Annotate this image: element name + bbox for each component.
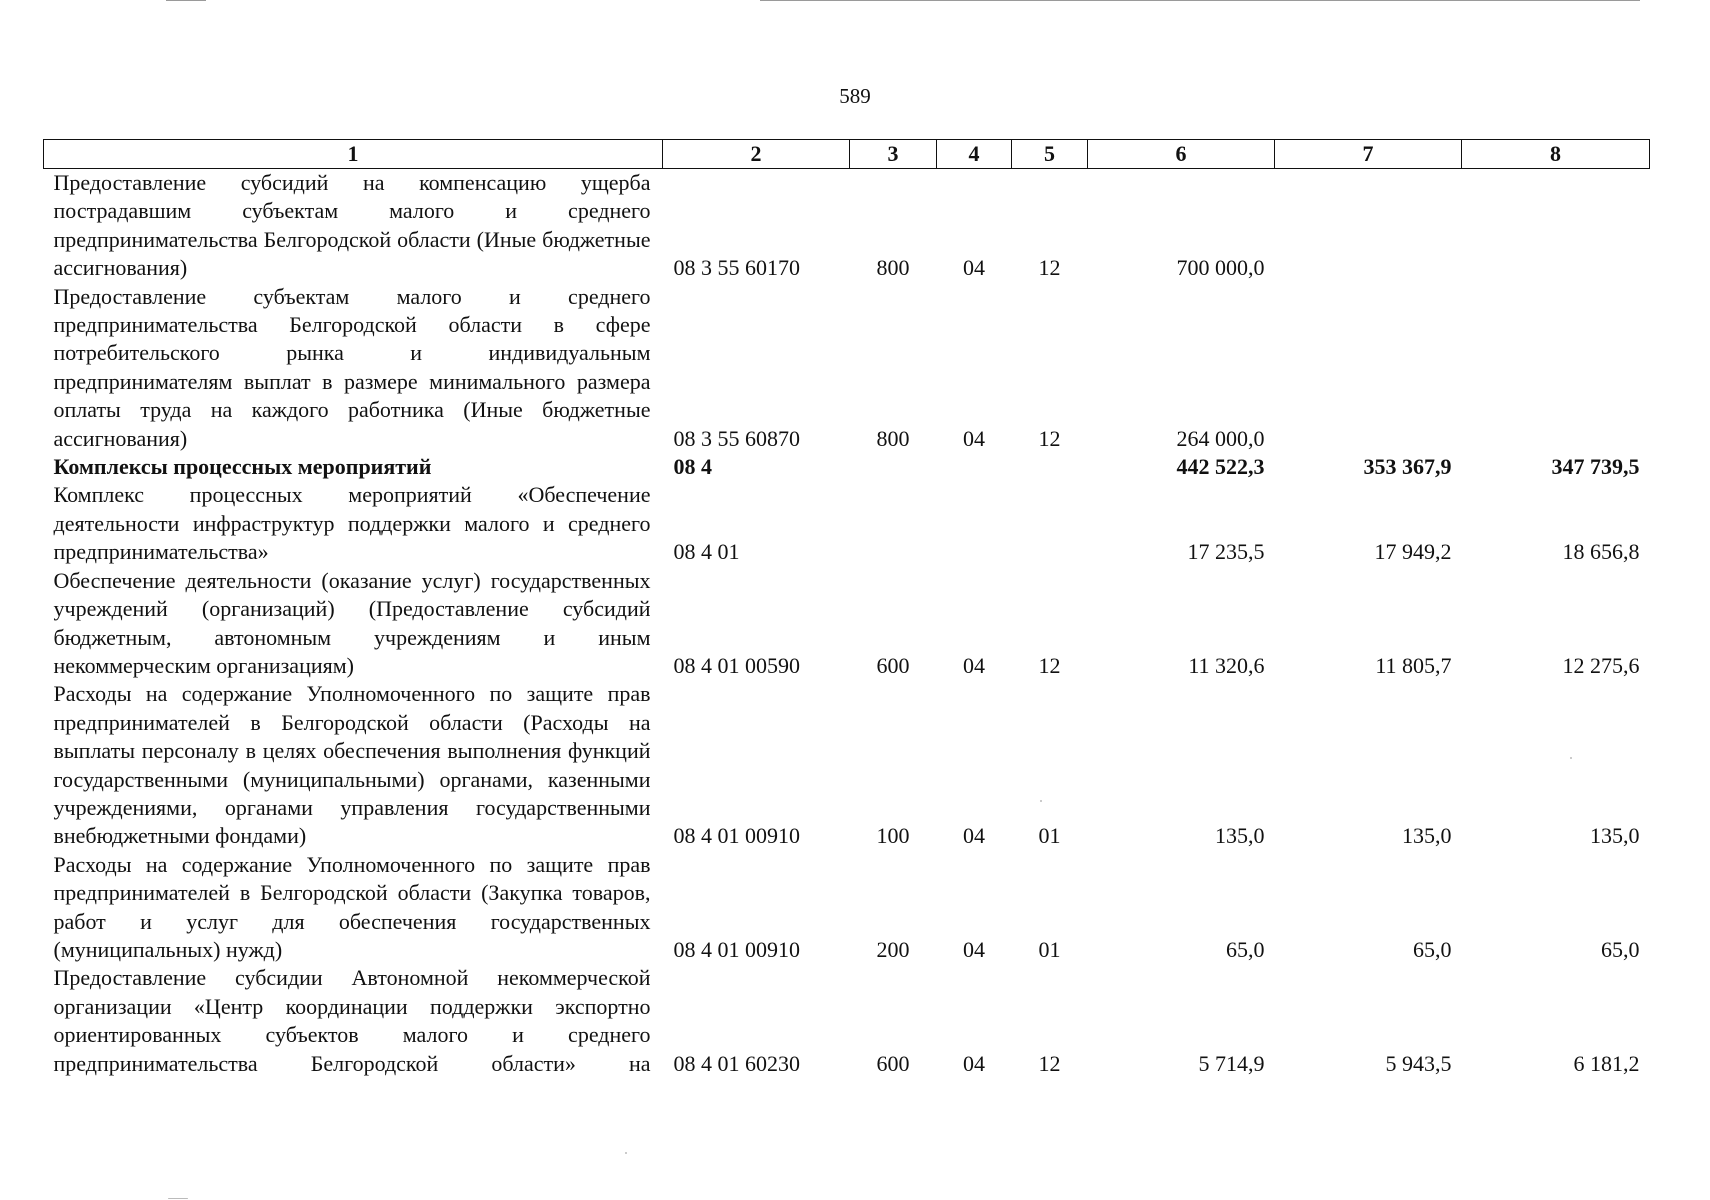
row-value-7: 11 805,7 [1375, 652, 1452, 678]
row-value-8: 347 739,5 [1551, 454, 1640, 480]
table-row [44, 567, 1650, 681]
row-value-6: 11 320,6 [1188, 652, 1265, 678]
row-col-5: 12 [1038, 1050, 1061, 1076]
row-col-4 [937, 453, 1012, 481]
row-value-8: 65,0 [1601, 936, 1640, 962]
row-code: 08 3 55 60170 [673, 255, 800, 281]
row-value-8: 12 275,6 [1562, 652, 1640, 678]
header-col-6: 6 [1088, 140, 1275, 169]
row-value-8: 18 656,8 [1562, 539, 1640, 565]
table-row [44, 481, 1650, 566]
scan-speck [1570, 757, 1572, 759]
row-col-3: 200 [876, 936, 910, 962]
row-value-7: 135,0 [1402, 823, 1452, 849]
row-col-4: 04 [963, 823, 985, 849]
page-number: 589 [839, 84, 871, 108]
row-col-4 [937, 481, 1012, 566]
row-name: Обеспечение деятельности (оказание услуг) государственных учреждений (организаций) (Предоставление субсидий бюджетным, автономным учреждениям и иным некоммерческим организациям) [53, 567, 651, 678]
table-row [44, 453, 1650, 481]
row-col-5 [1012, 453, 1088, 481]
row-value-7: 17 949,2 [1374, 539, 1452, 565]
row-code: 08 4 01 00910 [673, 823, 800, 849]
row-col-4: 04 [963, 255, 985, 281]
scan-edge-line [166, 0, 206, 1]
header-col-7: 7 [1275, 140, 1462, 169]
row-name: Комплекс процессных мероприятий «Обеспечение деятельности инфраструктур поддержки малого и среднего предпринимательства» [53, 482, 651, 565]
row-value-7 [1275, 283, 1462, 453]
scan-speck [1040, 800, 1042, 802]
header-col-1: 1 [44, 140, 663, 169]
table-row [44, 169, 1650, 283]
row-code: 08 4 01 [673, 539, 740, 565]
row-value-6: 17 235,5 [1187, 539, 1265, 565]
row-value-6: 264 000,0 [1176, 425, 1265, 451]
row-col-5: 12 [1038, 255, 1061, 281]
row-code: 08 3 55 60870 [673, 425, 800, 451]
row-col-3: 800 [876, 255, 910, 281]
row-value-8 [1462, 169, 1650, 283]
header-row [44, 140, 1650, 169]
row-name: Расходы на содержание Уполномоченного по защите прав предпринимателей в Белгородской области (Расходы на выплаты персоналу в целях обеспечения выполнения функций государственными (муниципальными) органами, казенными учреждениями, органами управления государственными внебюджетными фондами) [53, 681, 651, 849]
scan-edge-line [760, 0, 1640, 1]
row-name: Предоставление субъектам малого и среднего предпринимательства Белгородской области в сфере потребительского рынка и индивидуальным предпринимателям выплат в размере минимального размера оплаты труда на каждого работника (Иные бюджетные ассигнования) [53, 283, 651, 451]
header-col-2: 2 [663, 140, 850, 169]
row-col-5: 01 [1038, 936, 1061, 962]
row-value-7: 5 943,5 [1385, 1050, 1452, 1076]
row-col-5: 01 [1038, 823, 1061, 849]
row-value-6: 135,0 [1215, 823, 1265, 849]
row-value-8: 135,0 [1590, 823, 1640, 849]
row-col-4: 04 [963, 1050, 985, 1076]
row-col-5: 12 [1038, 425, 1061, 451]
row-col-3: 800 [876, 425, 910, 451]
row-value-8: 6 181,2 [1573, 1050, 1640, 1076]
row-col-3 [850, 481, 937, 566]
row-value-6: 65,0 [1226, 936, 1265, 962]
row-value-6: 5 714,9 [1198, 1050, 1265, 1076]
row-col-3: 100 [876, 823, 910, 849]
budget-table [43, 139, 1650, 1078]
table-row [44, 851, 1650, 965]
row-col-5 [1012, 481, 1088, 566]
row-col-5: 12 [1038, 652, 1061, 678]
row-name: Расходы на содержание Уполномоченного по защите прав предпринимателей в Белгородской области (Закупка товаров, работ и услуг для обеспечения государственных (муниципальных) нужд) [53, 851, 651, 962]
row-col-4: 04 [963, 425, 985, 451]
row-value-6: 442 522,3 [1176, 454, 1265, 480]
row-col-3: 600 [876, 1050, 910, 1076]
row-col-4: 04 [963, 652, 985, 678]
row-name: Предоставление субсидии Автономной некоммерческой организации «Центр координации поддержки экспортно ориентированных субъектов малого и среднего предпринимательства Белгородской области» на [53, 965, 651, 1076]
scan-speck [168, 1198, 188, 1199]
row-col-3 [850, 453, 937, 481]
row-col-4: 04 [963, 936, 985, 962]
row-code: 08 4 01 00910 [673, 936, 800, 962]
row-value-6: 700 000,0 [1176, 255, 1265, 281]
header-col-3: 3 [850, 140, 937, 169]
row-value-8 [1462, 283, 1650, 453]
table-row [44, 680, 1650, 850]
row-name: Комплексы процессных мероприятий [53, 454, 432, 480]
table-row [44, 283, 1650, 453]
header-col-8: 8 [1462, 140, 1650, 169]
scan-speck [625, 1152, 627, 1154]
row-code: 08 4 [673, 454, 712, 480]
row-code: 08 4 01 60230 [673, 1050, 800, 1076]
row-value-7: 65,0 [1413, 936, 1452, 962]
table-row [44, 964, 1650, 1078]
header-col-4: 4 [937, 140, 1012, 169]
row-value-7 [1275, 169, 1462, 283]
row-col-3: 600 [876, 652, 910, 678]
row-value-7: 353 367,9 [1363, 454, 1452, 480]
row-code: 08 4 01 00590 [673, 652, 800, 678]
header-col-5: 5 [1012, 140, 1088, 169]
row-name: Предоставление субсидий на компенсацию ущерба пострадавшим субъектам малого и среднего предпринимательства Белгородской области (Иные бюджетные ассигнования) [53, 170, 651, 281]
